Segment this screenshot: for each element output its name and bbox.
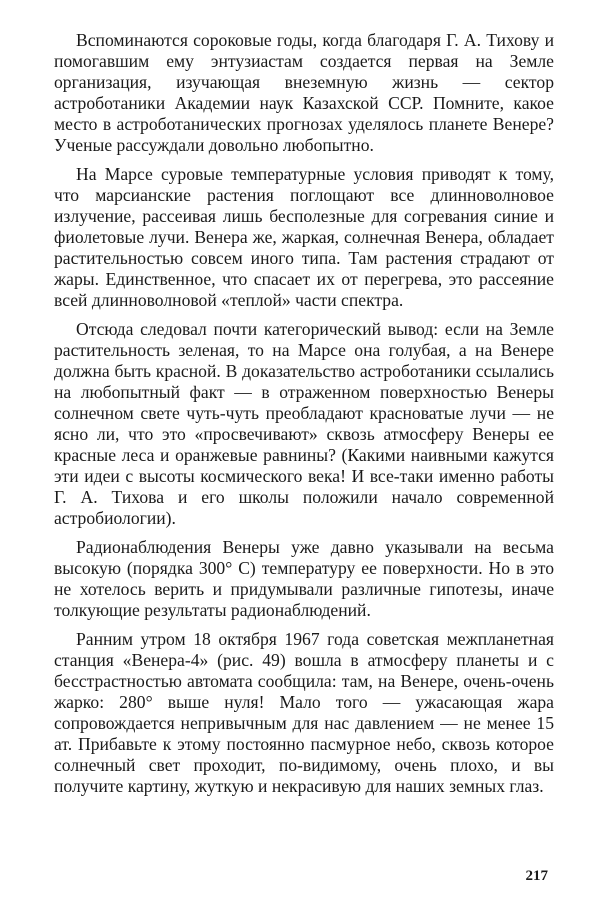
paragraph-1: Вспоминаются сороковые годы, когда благодаря Г. А. Тихову и помогавшим ему энтузиастам создается первая на Земле организация, изучающая внеземную жизнь — сектор астроботаники Академии наук Казахской ССР. Помните, какое место в астроботанических прогнозах уделялось планете Венере? Ученые рассуждали довольно любопытно.: [54, 30, 554, 155]
paragraph-4: Радионаблюдения Венеры уже давно указывали на весьма высокую (порядка 300° С) температуру ее поверхности. Но в это не хотелось верить и придумывали различные гипотезы, иначе толкующие результаты радионаблюдений.: [54, 537, 554, 620]
page-body: [54, 30, 554, 805]
paragraph-2: На Марсе суровые температурные условия приводят к тому, что марсианские растения поглощают все длинноволновое излучение, рассеивая лишь бесполезные для согревания синие и фиолетовые лучи. Венера же, жаркая, солнечная Венера, обладает растительностью совсем иного типа. Там растения страдают от жары. Единственное, что спасает их от перегрева, это рассеяние всей длинноволновой «теплой» части спектра.: [54, 164, 554, 310]
page-number: 217: [525, 868, 548, 884]
paragraph-3: Отсюда следовал почти категорический вывод: если на Земле растительность зеленая, то на Марсе она голубая, а на Венере должна быть красной. В доказательство астроботаники ссылались на любопытный факт — в отраженном поверхностью Венеры солнечном свете чуть-чуть преобладают красноватые лучи — не ясно ли, что это «просвечивают» сквозь атмосферу Венеры ее красные леса и оранжевые равнины? (Какими наивными кажутся эти идеи с высоты космического века! И все-таки именно работы Г. А. Тихова и его школы положили начало современной астробиологии).: [54, 319, 554, 528]
paragraph-5: Ранним утром 18 октября 1967 года советская межпланетная станция «Венера-4» (рис. 49) вошла в атмосферу планеты и с бесстрастностью автомата сообщила: там, на Венере, очень-очень жарко: 280° выше нуля! Мало того — ужасающая жара сопровождается непривычным для нас давлением — не менее 15 ат. Прибавьте к этому постоянно пасмурное небо, сквозь которое солнечный свет проходит, по-видимому, очень плохо, и вы получите картину, жуткую и некрасивую для наших земных глаз.: [54, 629, 554, 796]
